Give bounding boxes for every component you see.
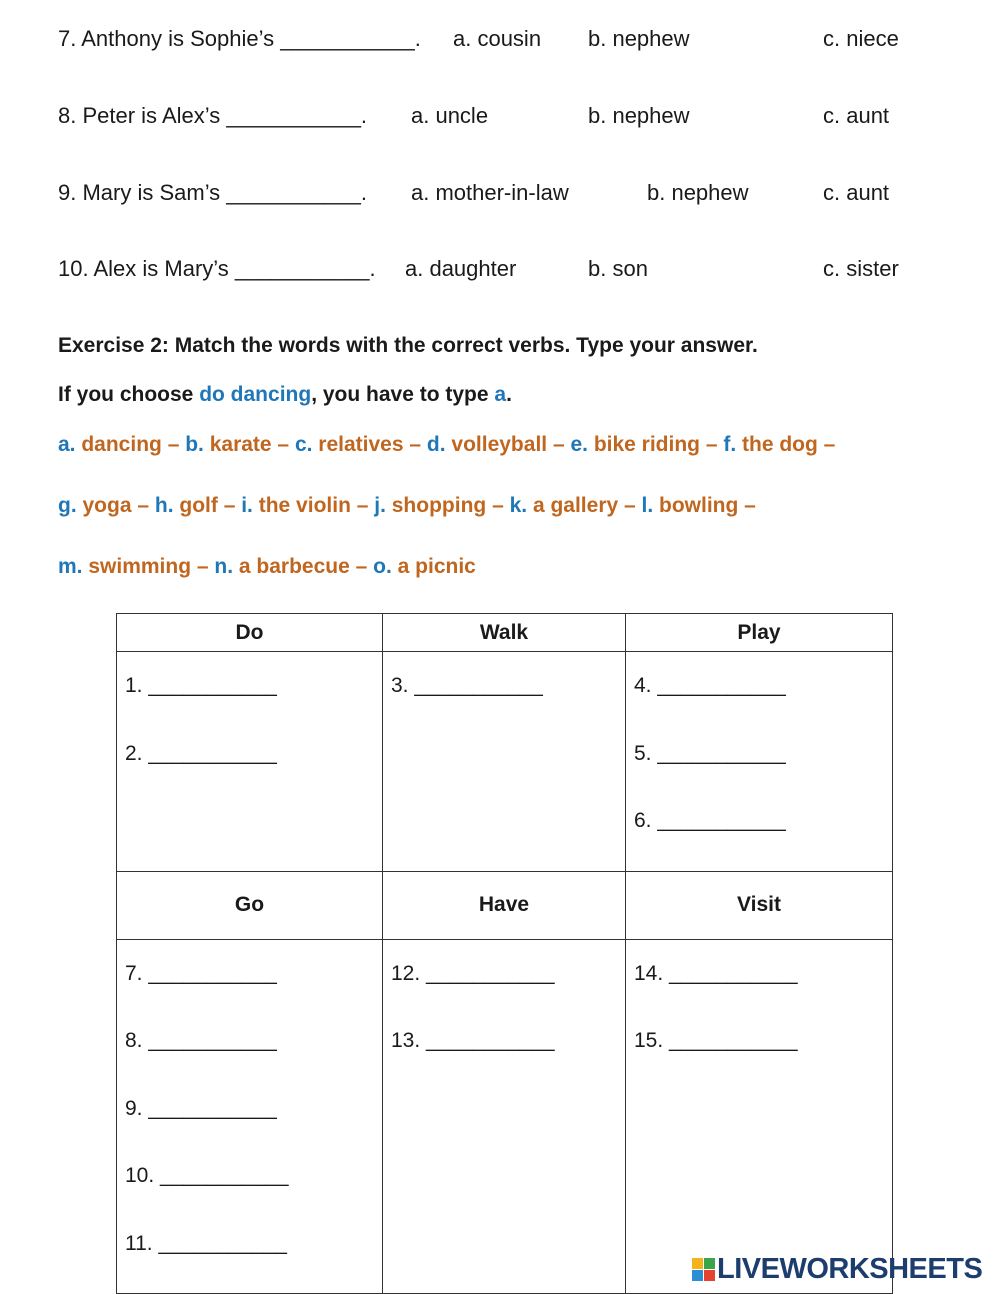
word-item: a barbecue – xyxy=(233,555,374,578)
word-letter: h. xyxy=(154,494,174,517)
answer-blank-8[interactable]: 8. ___________ xyxy=(125,1029,277,1052)
word-item: a gallery – xyxy=(527,494,642,517)
logo-mark-icon xyxy=(692,1258,715,1281)
answer-blank-4[interactable]: 4. ___________ xyxy=(634,674,786,697)
option-a: a. uncle xyxy=(411,103,489,128)
word-letter: c. xyxy=(294,433,313,456)
option-c: c. sister xyxy=(823,256,899,281)
answer-blank-12[interactable]: 12. ___________ xyxy=(391,961,555,985)
question-prompt: 8. Peter is Alex’s ___________. xyxy=(58,103,368,128)
word-item: the dog – xyxy=(736,433,836,456)
option-a: a. daughter xyxy=(405,256,517,281)
exercise-2-title: Exercise 2: Match the words with the correct verbs. Type your answer. xyxy=(58,334,758,357)
answer-blank-13[interactable]: 13. ___________ xyxy=(391,1029,555,1052)
instruction-text: , you have to type xyxy=(311,383,495,406)
word-item: karate – xyxy=(203,433,295,456)
word-bank-line-3 xyxy=(58,555,476,579)
word-item: swimming – xyxy=(82,555,215,578)
answer-blank-11[interactable]: 11. ___________ xyxy=(125,1231,287,1255)
option-b: b. son xyxy=(588,256,648,281)
word-item: bowling – xyxy=(653,494,756,517)
word-letter: n. xyxy=(214,555,234,578)
walk-answers-cell xyxy=(383,652,626,872)
word-letter: f. xyxy=(723,433,737,456)
word-item: yoga – xyxy=(76,494,155,517)
word-bank-line-1 xyxy=(58,433,835,457)
answer-blank-7[interactable]: 7. ___________ xyxy=(125,961,277,985)
question-prompt: 9. Mary is Sam’s ___________. xyxy=(58,180,367,205)
word-item: bike riding – xyxy=(587,433,724,456)
word-letter: i. xyxy=(241,494,253,517)
question-prompt: 10. Alex is Mary’s ___________. xyxy=(58,256,376,281)
option-c: c. aunt xyxy=(823,180,890,205)
word-item: dancing – xyxy=(75,433,186,456)
answer-blank-3[interactable]: 3. ___________ xyxy=(391,674,543,697)
answer-blank-1[interactable]: 1. ___________ xyxy=(125,674,277,697)
logo-square xyxy=(692,1270,703,1281)
question-prompt: 7. Anthony is Sophie’s ___________. xyxy=(58,26,421,51)
option-c: c. niece xyxy=(823,26,899,51)
option-b: b. nephew xyxy=(588,103,690,128)
word-letter: d. xyxy=(426,433,446,456)
word-letter: o. xyxy=(373,555,392,578)
word-item: the violin – xyxy=(252,494,375,517)
answer-blank-6[interactable]: 6. ___________ xyxy=(634,809,786,832)
word-item: golf – xyxy=(173,494,242,517)
word-letter: b. xyxy=(185,433,204,456)
answer-blank-9[interactable]: 9. ___________ xyxy=(125,1096,277,1120)
word-letter: a. xyxy=(58,433,76,456)
instruction-letter: a xyxy=(494,383,507,406)
header-walk: Walk xyxy=(383,614,626,652)
verb-match-table xyxy=(116,613,893,1294)
word-letter: m. xyxy=(58,555,83,578)
option-b: b. nephew xyxy=(647,180,749,205)
have-answers-cell xyxy=(383,939,626,1294)
header-visit: Visit xyxy=(626,871,893,939)
answer-blank-15[interactable]: 15. ___________ xyxy=(634,1029,798,1052)
header-play: Play xyxy=(626,614,893,652)
word-item: volleyball – xyxy=(445,433,571,456)
word-item: a picnic xyxy=(391,555,476,578)
word-letter: g. xyxy=(58,494,77,517)
liveworksheets-logo xyxy=(692,1252,982,1286)
word-letter: l. xyxy=(641,494,654,517)
word-item: shopping – xyxy=(385,494,510,517)
option-b: b. nephew xyxy=(588,26,690,51)
word-item: relatives – xyxy=(312,433,427,456)
exercise-2-instruction xyxy=(58,383,512,407)
go-answers-cell xyxy=(117,939,383,1294)
do-answers-cell xyxy=(117,652,383,872)
instruction-text: If you choose xyxy=(58,383,200,406)
instruction-example: do dancing xyxy=(199,383,312,406)
answer-blank-10[interactable]: 10. ___________ xyxy=(125,1164,289,1187)
logo-square xyxy=(704,1258,715,1269)
visit-answers-cell xyxy=(626,939,893,1294)
logo-square xyxy=(704,1270,715,1281)
word-letter: j. xyxy=(374,494,386,517)
instruction-text: . xyxy=(506,383,512,406)
header-do: Do xyxy=(117,614,383,652)
word-bank-line-2 xyxy=(58,494,756,518)
play-answers-cell xyxy=(626,652,893,872)
word-letter: e. xyxy=(570,433,588,456)
answer-blank-14[interactable]: 14. ___________ xyxy=(634,961,798,985)
option-a: a. mother-in-law xyxy=(411,180,569,205)
word-letter: k. xyxy=(509,494,528,517)
answer-blank-5[interactable]: 5. ___________ xyxy=(634,741,786,765)
answer-blank-2[interactable]: 2. ___________ xyxy=(125,741,277,765)
option-a: a. cousin xyxy=(453,26,542,51)
header-have: Have xyxy=(383,871,626,939)
logo-square xyxy=(692,1258,703,1269)
option-c: c. aunt xyxy=(823,103,890,128)
logo-text: LIVEWORKSHEETS xyxy=(717,1252,983,1285)
header-go: Go xyxy=(117,871,383,939)
